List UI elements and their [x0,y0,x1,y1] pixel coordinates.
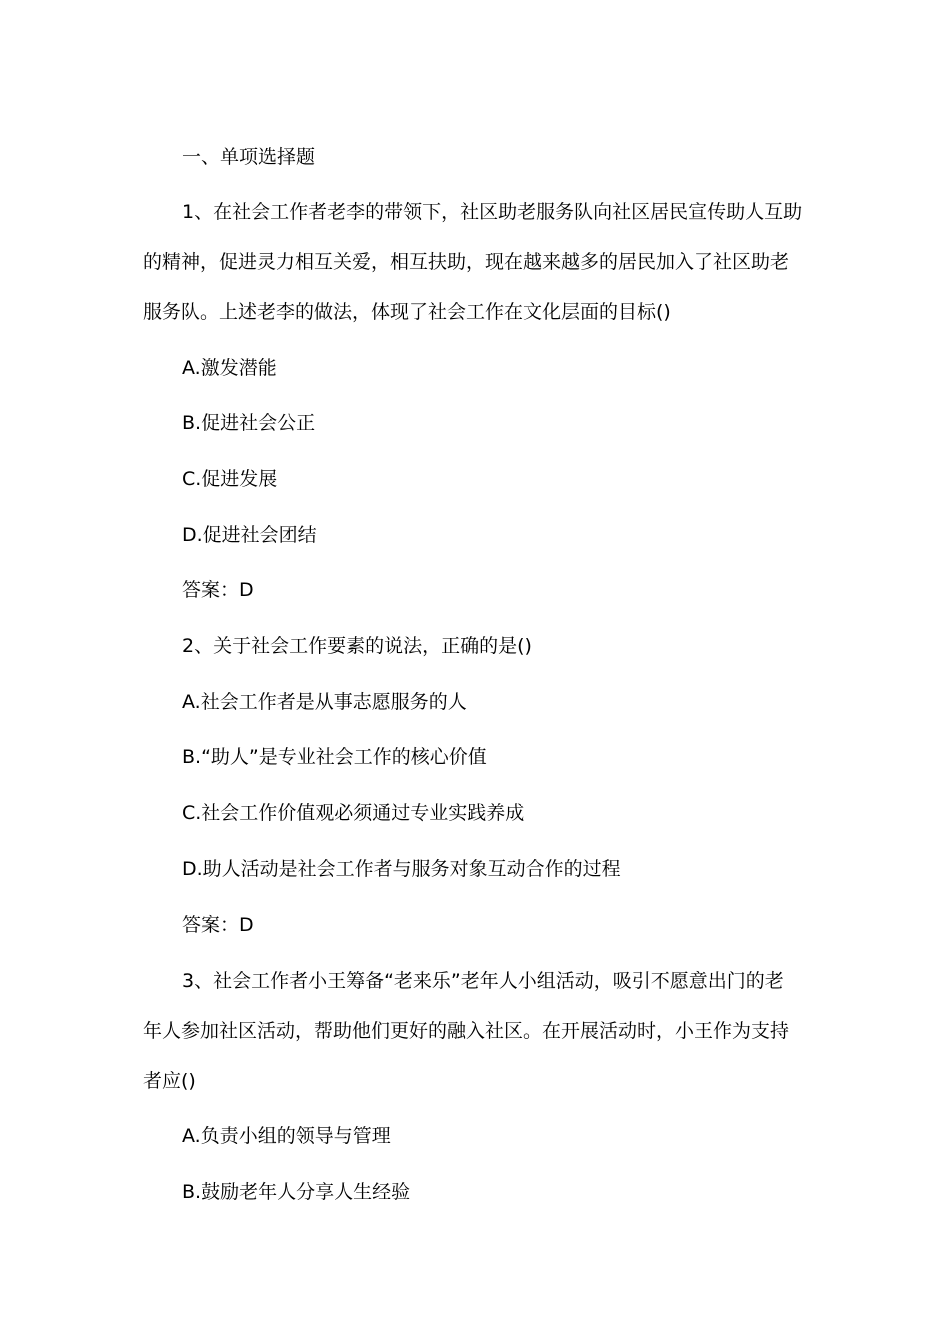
question-1-option-d: D.促进社会团结 [182,524,317,546]
question-2-option-a: A.社会工作者是从事志愿服务的人 [182,691,467,713]
question-1-text-line-2: 的精神，促进灵力相互关爱，相互扶助，现在越来越多的居民加入了社区助老 [143,251,790,273]
question-2-option-c: C.社会工作价值观必须通过专业实践养成 [182,802,525,824]
question-1-answer: 答案：D [182,579,254,601]
question-1-option-a: A.激发潜能 [182,357,277,379]
question-2-text-line-1: 2、关于社会工作要素的说法，正确的是() [182,635,532,657]
question-1-option-b: B.促进社会公正 [182,412,316,434]
question-2-option-b: B.“助人”是专业社会工作的核心价值 [182,746,487,768]
question-2-answer: 答案：D [182,914,254,936]
question-2-option-d: D.助人活动是社会工作者与服务对象互动合作的过程 [182,858,621,880]
question-3-text-line-2: 年人参加社区活动，帮助他们更好的融入社区。在开展活动时，小王作为支持 [143,1020,790,1042]
section-heading: 一、单项选择题 [182,146,316,168]
question-3-text-line-3: 者应() [143,1070,196,1092]
question-3-option-a: A.负责小组的领导与管理 [182,1125,391,1147]
question-3-text-line-1: 3、社会工作者小王筹备“老来乐”老年人小组活动，吸引不愿意出门的老 [182,970,784,992]
question-3-option-b: B.鼓励老年人分享人生经验 [182,1181,411,1203]
question-1-option-c: C.促进发展 [182,468,278,490]
question-1-text-line-1: 1、在社会工作者老李的带领下，社区助老服务队向社区居民宣传助人互助 [182,201,803,223]
question-1-text-line-3: 服务队。上述老李的做法，体现了社会工作在文化层面的目标() [143,301,671,323]
